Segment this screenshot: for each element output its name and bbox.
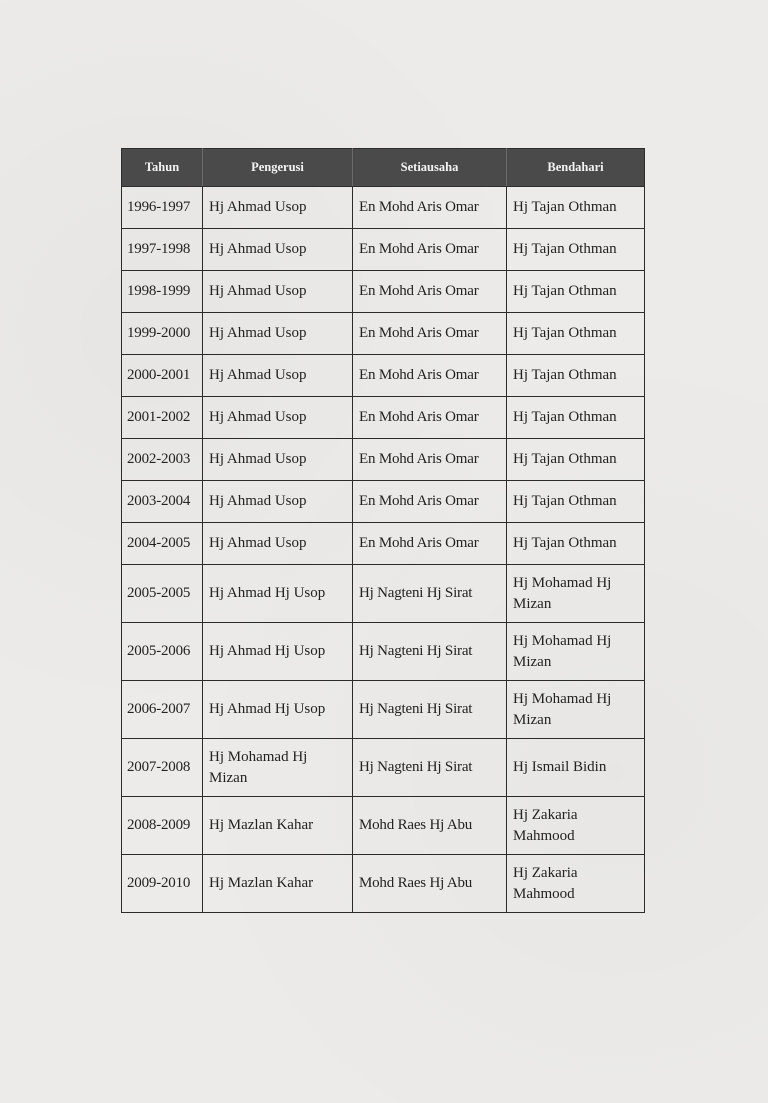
table-row [122,797,645,855]
cell-chair: Hj Ahmad Usop [203,355,353,397]
cell-secretary: En Mohd Aris Omar [353,229,507,271]
cell-year: 2008-2009 [122,797,203,855]
cell-year: 1998-1999 [122,271,203,313]
cell-treasurer: Hj Mohamad Hj Mizan [507,681,645,739]
cell-treasurer: Hj Tajan Othman [507,481,645,523]
header-chair: Pengerusi [203,149,353,187]
cell-year: 2003-2004 [122,481,203,523]
cell-treasurer: Hj Tajan Othman [507,271,645,313]
cell-year: 2004-2005 [122,523,203,565]
header-row [122,149,645,187]
table-row [122,481,645,523]
cell-chair: Hj Ahmad Usop [203,397,353,439]
cell-treasurer: Hj Zakaria Mahmood [507,797,645,855]
officers-table [121,148,645,913]
cell-treasurer: Hj Tajan Othman [507,523,645,565]
cell-chair: Hj Ahmad Hj Usop [203,623,353,681]
cell-chair: Hj Ahmad Usop [203,481,353,523]
cell-chair: Hj Ahmad Hj Usop [203,565,353,623]
cell-treasurer: Hj Tajan Othman [507,397,645,439]
cell-secretary: Hj Nagteni Hj Sirat [353,623,507,681]
table-row [122,313,645,355]
cell-secretary: Mohd Raes Hj Abu [353,855,507,913]
cell-treasurer: Hj Mohamad Hj Mizan [507,565,645,623]
table-row [122,855,645,913]
cell-secretary: En Mohd Aris Omar [353,355,507,397]
cell-year: 1997-1998 [122,229,203,271]
cell-chair: Hj Ahmad Usop [203,439,353,481]
table-row [122,271,645,313]
cell-year: 2001-2002 [122,397,203,439]
table-body [122,187,645,913]
cell-secretary: En Mohd Aris Omar [353,523,507,565]
cell-treasurer: Hj Tajan Othman [507,229,645,271]
cell-treasurer: Hj Tajan Othman [507,313,645,355]
cell-secretary: Mohd Raes Hj Abu [353,797,507,855]
table-row [122,623,645,681]
cell-year: 2000-2001 [122,355,203,397]
cell-treasurer: Hj Ismail Bidin [507,739,645,797]
cell-secretary: En Mohd Aris Omar [353,187,507,229]
table-row [122,681,645,739]
header-secretary: Setiausaha [353,149,507,187]
cell-secretary: En Mohd Aris Omar [353,397,507,439]
table-row [122,397,645,439]
cell-secretary: En Mohd Aris Omar [353,481,507,523]
cell-chair: Hj Mazlan Kahar [203,797,353,855]
cell-secretary: Hj Nagteni Hj Sirat [353,565,507,623]
cell-chair: Hj Ahmad Usop [203,271,353,313]
cell-treasurer: Hj Tajan Othman [507,187,645,229]
cell-year: 1996-1997 [122,187,203,229]
cell-secretary: En Mohd Aris Omar [353,271,507,313]
cell-year: 2005-2006 [122,623,203,681]
header-treasurer: Bendahari [507,149,645,187]
table-row [122,439,645,481]
cell-chair: Hj Ahmad Usop [203,229,353,271]
table-row [122,229,645,271]
cell-chair: Hj Ahmad Hj Usop [203,681,353,739]
cell-chair: Hj Ahmad Usop [203,313,353,355]
cell-year: 1999-2000 [122,313,203,355]
cell-secretary: Hj Nagteni Hj Sirat [353,739,507,797]
cell-year: 2007-2008 [122,739,203,797]
cell-year: 2006-2007 [122,681,203,739]
cell-treasurer: Hj Zakaria Mahmood [507,855,645,913]
table-row [122,355,645,397]
header-year: Tahun [122,149,203,187]
cell-treasurer: Hj Tajan Othman [507,355,645,397]
table-row [122,187,645,229]
cell-chair: Hj Mohamad Hj Mizan [203,739,353,797]
cell-treasurer: Hj Tajan Othman [507,439,645,481]
table-header [122,149,645,187]
cell-year: 2005-2005 [122,565,203,623]
table-row [122,565,645,623]
cell-secretary: Hj Nagteni Hj Sirat [353,681,507,739]
table-row [122,523,645,565]
cell-year: 2002-2003 [122,439,203,481]
cell-chair: Hj Ahmad Usop [203,187,353,229]
cell-secretary: En Mohd Aris Omar [353,439,507,481]
cell-chair: Hj Mazlan Kahar [203,855,353,913]
cell-secretary: En Mohd Aris Omar [353,313,507,355]
cell-year: 2009-2010 [122,855,203,913]
cell-chair: Hj Ahmad Usop [203,523,353,565]
cell-treasurer: Hj Mohamad Hj Mizan [507,623,645,681]
table-row [122,739,645,797]
